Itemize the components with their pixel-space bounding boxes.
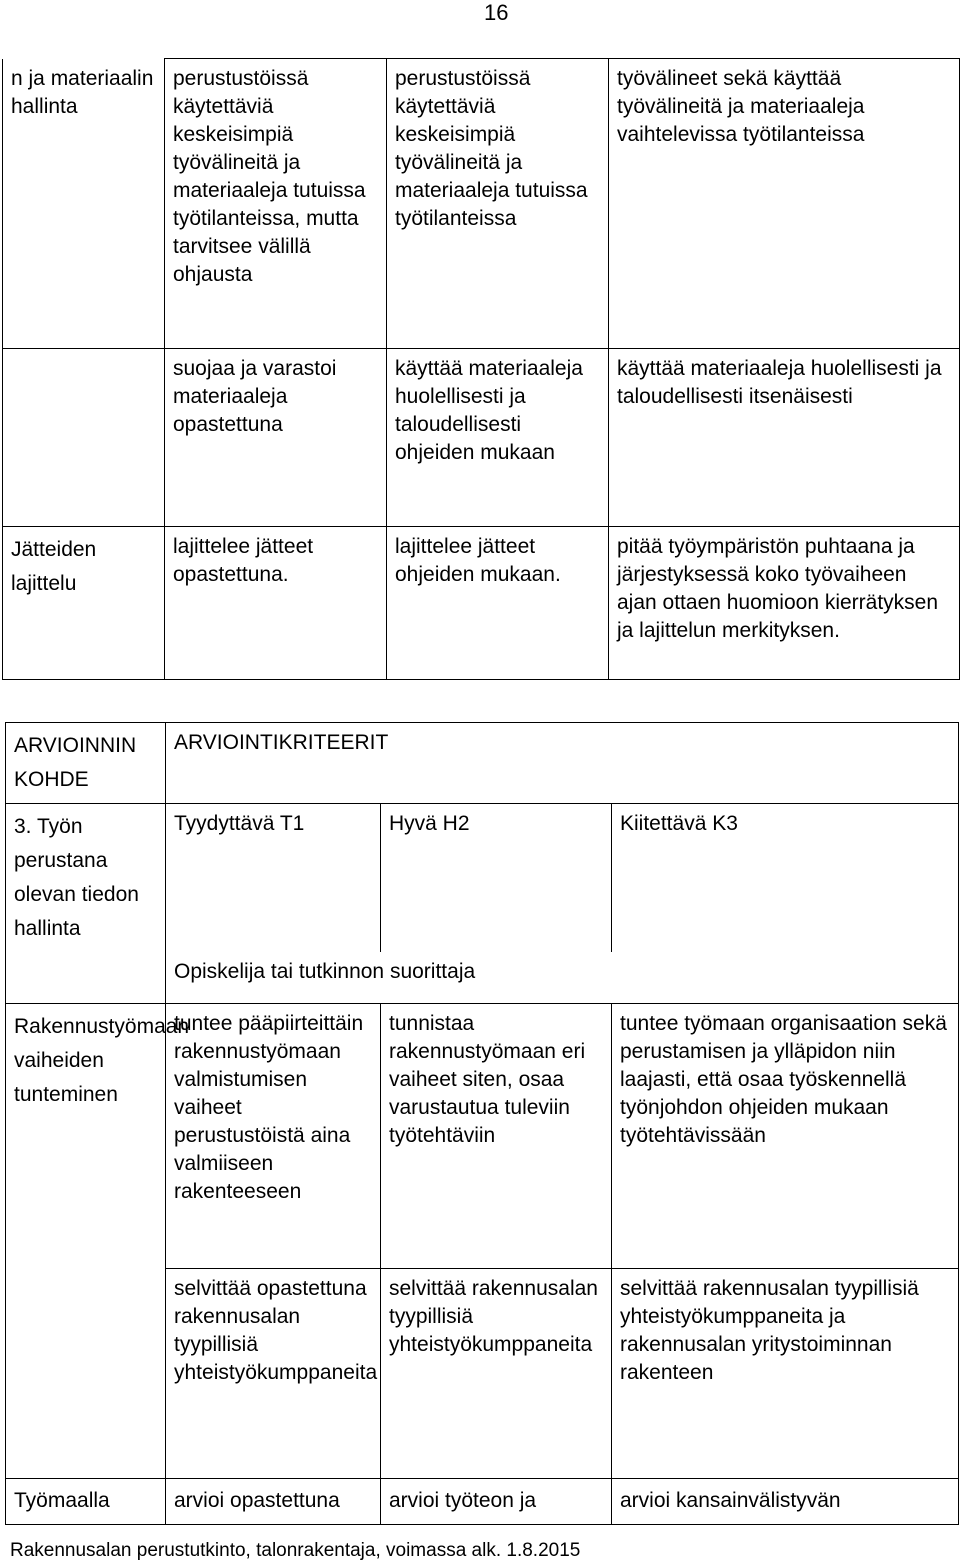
row-label: Jätteiden lajittelu [3, 527, 165, 680]
criteria-cell-k3: arvioi kansainvälistyvän [612, 1479, 959, 1525]
criteria-cell-t1: tuntee pääpiirteittäin rakennustyömaan valmistumisen vaiheet perustustöistä aina valmiiseen rakenteeseen [166, 1004, 381, 1269]
criteria-cell-h2: tunnistaa rakennustyömaan eri vaiheet siten, osaa varustautua tuleviin työtehtäviin [381, 1004, 612, 1269]
criteria-cell-h2: käyttää materiaaleja huolellisesti ja taloudellisesti ohjeiden mukaan [387, 349, 609, 527]
table-row [6, 1269, 959, 1479]
table-row [3, 527, 960, 680]
subject-label: Opiskelija tai tutkinnon suorittaja [166, 952, 959, 1004]
row-label: Rakennustyömaan vaiheiden tunteminen [6, 1004, 166, 1269]
criteria-cell-t1: arvioi opastettuna [166, 1479, 381, 1525]
row-label [3, 349, 165, 527]
row-label [6, 1269, 166, 1479]
page-number: 16 [484, 0, 509, 25]
assessment-target-header: ARVIOINNIN KOHDE [6, 723, 166, 804]
criteria-table-bottom [5, 722, 959, 1525]
criteria-cell-k3: selvittää rakennusalan tyypillisiä yhteistyökumppaneita ja rakennusalan yritystoiminnan rakenteen [612, 1269, 959, 1479]
criteria-cell-k3: työvälineet sekä käyttää työvälineitä ja materiaaleja vaihtelevissa työtilanteissa [609, 59, 960, 349]
table-row [3, 59, 960, 349]
row-label: n ja materiaalin hallinta [3, 59, 165, 349]
table-row [6, 1479, 959, 1525]
criteria-cell-t1: suojaa ja varastoi materiaaleja opastettuna [165, 349, 387, 527]
grade-t1: Tyydyttävä T1 [166, 804, 381, 952]
table-row [6, 1004, 959, 1269]
assessment-criteria-header: ARVIOINTIKRITEERIT [166, 723, 959, 804]
criteria-cell-h2: arvioi työteon ja [381, 1479, 612, 1525]
criteria-cell-h2: perustustöissä käytettäviä keskeisimpiä työvälineitä ja materiaaleja tutuissa työtilanteissa [387, 59, 609, 349]
grade-k3: Kiitettävä K3 [612, 804, 959, 952]
table-row [3, 349, 960, 527]
criteria-cell-h2: selvittää rakennusalan tyypillisiä yhteistyökumppaneita [381, 1269, 612, 1479]
row-label: Työmaalla [6, 1479, 166, 1525]
criteria-cell-h2: lajittelee jätteet ohjeiden mukaan. [387, 527, 609, 680]
criteria-cell-k3: pitää työympäristön puhtaana ja järjestyksessä koko työvaiheen ajan ottaen huomioon kierrätyksen ja lajittelun merkityksen. [609, 527, 960, 680]
page-footer: Rakennusalan perustutkinto, talonrakentaja, voimassa alk. 1.8.2015 [10, 1540, 581, 1561]
grade-row [6, 804, 959, 952]
grade-h2: Hyvä H2 [381, 804, 612, 952]
assessment-target-title: 3. Työn perustana olevan tiedon hallinta [6, 804, 166, 1004]
criteria-cell-t1: lajittelee jätteet opastettuna. [165, 527, 387, 680]
table-header-row [6, 723, 959, 804]
criteria-table-top [2, 58, 960, 680]
criteria-cell-t1: selvittää opastettuna rakennusalan tyypillisiä yhteistyökumppaneita [166, 1269, 381, 1479]
criteria-cell-k3: käyttää materiaaleja huolellisesti ja taloudellisesti itsenäisesti [609, 349, 960, 527]
criteria-cell-t1: perustustöissä käytettäviä keskeisimpiä työvälineitä ja materiaaleja tutuissa työtilanteissa, mutta tarvitsee välillä ohjausta [165, 59, 387, 349]
criteria-cell-k3: tuntee työmaan organisaation sekä perustamisen ja ylläpidon niin laajasti, että osaa työskennellä työnjohdon ohjeiden mukaan työtehtävissään [612, 1004, 959, 1269]
